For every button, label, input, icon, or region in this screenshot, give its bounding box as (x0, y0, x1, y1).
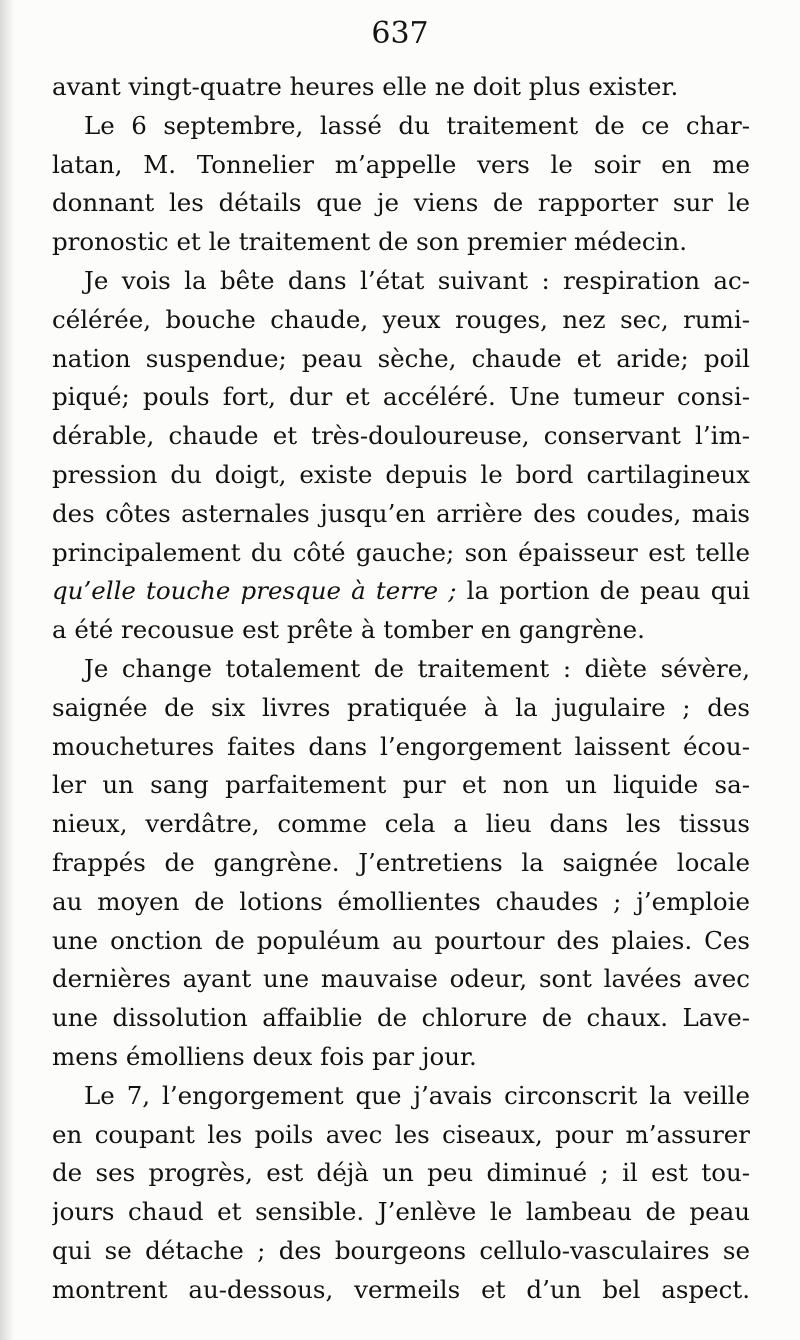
text-line (52, 68, 750, 107)
text-line (52, 1193, 750, 1232)
line-text: dérable, chaude et très-douloureuse, conservant l’im- (52, 421, 750, 451)
line-text: célérée, bouche chaude, yeux rouges, nez sec, rumi- (52, 304, 750, 334)
text-line (52, 1077, 750, 1116)
text-line (52, 689, 750, 728)
line-text: a été recousue est prête à tomber en gangrène. (52, 615, 645, 645)
text-line (52, 534, 750, 573)
text-line (52, 805, 750, 844)
line-text: latan, M. Tonnelier m’appelle vers le soir en me (52, 149, 750, 179)
text-line (52, 417, 750, 456)
text-line (52, 456, 750, 495)
line-text: saignée de six livres pratiquée à la jugulaire ; des (52, 692, 750, 722)
line-text: Le 6 septembre, lassé du traitement de ce char- (84, 110, 750, 140)
text-line (52, 378, 750, 417)
line-text: frappés de gangrène. J’entretiens la saignée locale (52, 847, 750, 877)
line-text: pression du doigt, existe depuis le bord cartilagineux (52, 459, 750, 489)
page-number: 637 (371, 16, 429, 51)
text-line (52, 728, 750, 767)
line-text: Je vois la bête dans l’état suivant : respiration ac- (84, 265, 750, 295)
page-edge-shadow (0, 0, 14, 1340)
text-line (52, 1271, 750, 1310)
line-text: mouchetures faites dans l’engorgement laissent écou- (52, 731, 750, 761)
text-line (52, 883, 750, 922)
line-text: avant vingt-quatre heures elle ne doit plus exister. (52, 72, 679, 101)
line-text: pronostic et le traitement de son premier médecin. (52, 227, 688, 257)
line-text: la portion de peau qui (456, 576, 750, 606)
line-text: des côtes asternales jusqu’en arrière des coudes, mais (52, 498, 750, 528)
line-text: nieux, verdâtre, comme cela a lieu dans les tissus (52, 809, 750, 839)
text-line (52, 960, 750, 999)
text-line (52, 1232, 750, 1271)
text-line (52, 650, 750, 689)
italic-phrase: qu’elle touche presque à terre ; (52, 576, 457, 606)
line-text: au moyen de lotions émollientes chaudes ; j’emploie (52, 886, 750, 916)
line-text: jours chaud et sensible. J’enlève le lambeau de peau (52, 1197, 750, 1227)
line-text: une dissolution affaiblie de chlorure de chaux. Lave- (52, 1003, 750, 1033)
text-line (52, 572, 750, 611)
text-line (52, 184, 750, 223)
text-line (52, 146, 750, 185)
text-line (52, 495, 750, 534)
line-text: ler un sang parfaitement pur et non un liquide sa- (52, 770, 750, 800)
text-line (52, 1038, 750, 1077)
text-line (52, 340, 750, 379)
text-line (52, 107, 750, 146)
line-text: dernières ayant une mauvaise odeur, sont lavées avec (52, 964, 750, 994)
text-line (52, 611, 750, 650)
line-text: piqué; pouls fort, dur et accéléré. Une tumeur consi- (52, 382, 750, 412)
line-text: une onction de populéum au pourtour des plaies. Ces (52, 925, 750, 955)
text-line (52, 922, 750, 961)
text-line (52, 223, 750, 262)
text-line (52, 766, 750, 805)
line-text: Je change totalement de traitement : diète sévère, (84, 653, 750, 683)
body-text (52, 68, 750, 1310)
text-line (52, 1154, 750, 1193)
text-line (52, 301, 750, 340)
line-text: en coupant les poils avec les ciseaux, pour m’assurer (52, 1119, 750, 1149)
text-line (52, 999, 750, 1038)
line-text: mens émolliens deux fois par jour. (52, 1041, 477, 1071)
text-line (52, 262, 750, 301)
line-text: qui se détache ; des bourgeons cellulo-vasculaires se (52, 1235, 750, 1265)
line-text: principalement du côté gauche; son épaisseur est telle (52, 537, 750, 567)
line-text: Le 7, l’engorgement que j’avais circonscrit la veille (84, 1080, 750, 1110)
line-text: donnant les détails que je viens de rapporter sur le (52, 188, 750, 218)
line-text: de ses progrès, est déjà un peu diminué ; il est tou- (52, 1158, 750, 1188)
line-text: nation suspendue; peau sèche, chaude et aride; poil (52, 343, 750, 373)
text-line (52, 1116, 750, 1155)
text-line (52, 844, 750, 883)
line-text: montrent au-dessous, vermeils et d’un bel aspect. (52, 1274, 750, 1304)
